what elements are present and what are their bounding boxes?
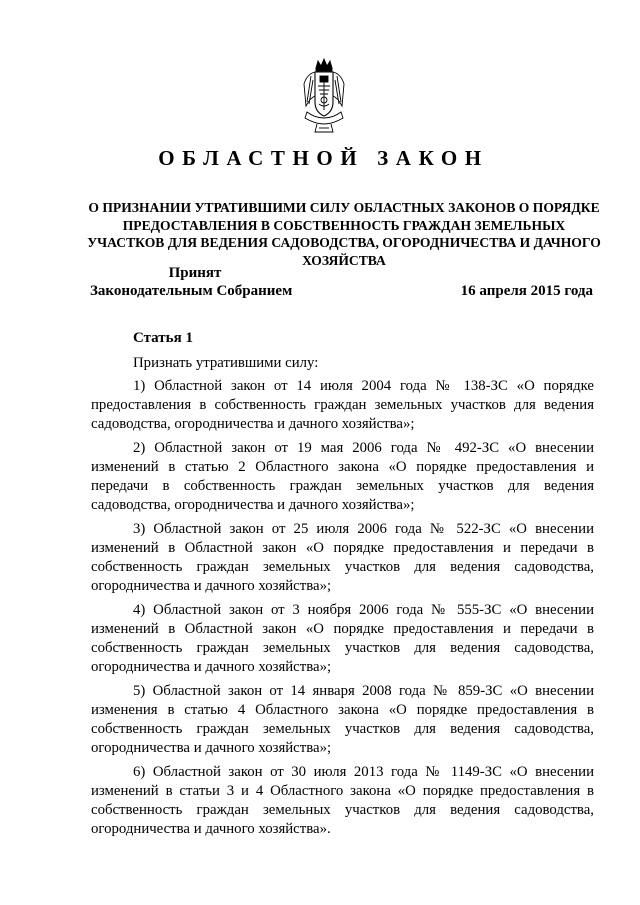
document-subtitle: О ПРИЗНАНИИ УТРАТИВШИМИ СИЛУ ОБЛАСТНЫХ ЗАКОНОВ О ПОРЯДКЕ ПРЕДОСТАВЛЕНИЯ В СОБСТВЕННОСТЬ ГРАЖДАН ЗЕМЕЛЬНЫХ УЧАСТКОВ ДЛЯ ВЕДЕНИЯ САДОВОДСТВА, ОГОРОДНИЧЕСТВА И ДАЧНОГО ХОЗЯЙСТВА [87,200,601,268]
adopted-body: Законодательным Собранием [90,283,293,299]
article-heading: Статья 1 [133,330,193,346]
article-item: 3) Областной закон от 25 июля 2006 года № 522-ЗС «О внесении изменений в Областной закон «О порядке предоставления и передачи в собственность граждан земельных участков для ведения садоводства, огородничества и дачного хозяйства»; [91,521,594,594]
article-item: 5) Областной закон от 14 января 2008 года № 859-ЗС «О внесении изменения в статью 4 Областного закона «О порядке предоставления в собственность граждан земельных участков для ведения садоводства, огородничества и дачного хозяйства»; [91,683,594,756]
article-intro: Признать утратившими силу: [133,355,319,371]
article-item: 6) Областной закон от 30 июля 2013 года № 1149-ЗС «О внесении изменений в статьи 3 и 4 Областного закона «О порядке предоставления в собственность граждан земельных участков для ведения садоводства, огородничества и дачного хозяйства». [91,764,594,837]
article-body [91,354,594,844]
adopted-date: 16 апреля 2015 года [460,283,593,299]
adopted-label: Принят [168,265,222,281]
article-item: 4) Областной закон от 3 ноября 2006 года № 555-ЗС «О внесении изменений в Областной закон «О порядке предоставления и передачи в собственность граждан земельных участков для ведения садоводства, огородничества и дачного хозяйства»; [91,602,594,675]
coat-of-arms-icon [301,58,347,136]
article-item: 2) Областной закон от 19 мая 2006 года № 492-ЗС «О внесении изменений в статью 2 Областного закона «О порядке предоставления и передачи в собственность граждан земельных участков для ведения садоводства, огородничества и дачного хозяйства»; [91,440,594,513]
article-item: 1) Областной закон от 14 июля 2004 года № 138-ЗС «О порядке предоставления в собственность граждан земельных участков для ведения садоводства, огородничества и дачного хозяйства»; [91,378,594,432]
document-title: ОБЛАСТНОЙ ЗАКОН [158,146,489,170]
